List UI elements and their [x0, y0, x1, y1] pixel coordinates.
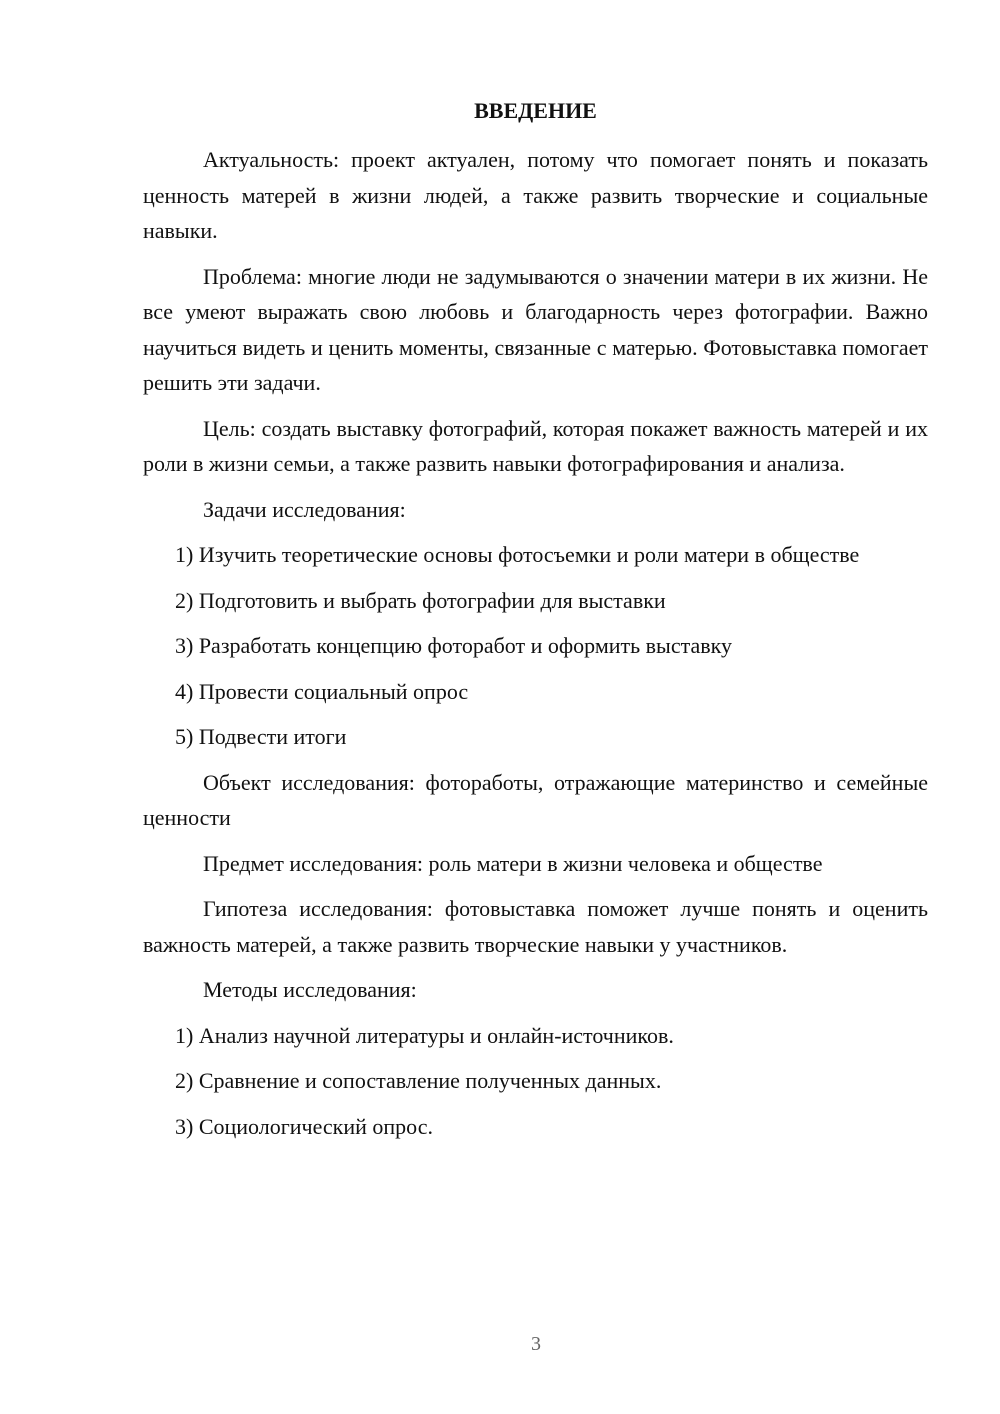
hypothesis-paragraph: Гипотеза исследования: фотовыставка поможет лучше понять и оценить важность матерей, а также развить творческие навыки у участников.	[143, 896, 928, 957]
method-item: 2) Сравнение и сопоставление полученных данных.	[175, 1068, 662, 1093]
goal-paragraph: Цель: создать выставку фотографий, которая покажет важность матерей и их роли в жизни семьи, а также развить навыки фотографирования и анализа.	[143, 415, 928, 476]
section-title: ВВЕДЕНИЕ	[474, 98, 597, 123]
subject-paragraph: Предмет исследования: роль матери в жизни человека и обществе	[203, 850, 823, 876]
object-paragraph: Объект исследования: фотоработы, отражающие материнство и семейные ценности	[143, 769, 928, 830]
task-item: 4) Провести социальный опрос	[175, 678, 469, 704]
methods-heading: Методы исследования:	[203, 977, 417, 1002]
method-item: 1) Анализ научной литературы и онлайн-источников.	[175, 1022, 674, 1048]
relevance-paragraph: Актуальность: проект актуален, потому что помогает понять и показать ценность матерей в жизни людей, а также развить творческие и социальные навыки.	[143, 147, 928, 243]
tasks-heading: Задачи исследования:	[203, 496, 406, 522]
task-item: 3) Разработать концепцию фоторабот и оформить выставку	[175, 633, 733, 658]
page-number: 3	[531, 1333, 541, 1355]
document-body	[143, 94, 928, 1154]
problem-paragraph: Проблема: многие люди не задумываются о значении матери в их жизни. Не все умеют выражать свою любовь и благодарность через фотографии. Важно научиться видеть и ценить моменты, связанные с матерью. Фотовыставка помогает решить эти задачи.	[143, 263, 928, 395]
task-item: 5) Подвести итоги	[175, 724, 347, 749]
task-item: 2) Подготовить и выбрать фотографии для выставки	[175, 587, 666, 613]
method-item: 3) Социологический опрос.	[175, 1113, 433, 1139]
task-item: 1) Изучить теоретические основы фотосъемки и роли матери в обществе	[175, 542, 860, 567]
